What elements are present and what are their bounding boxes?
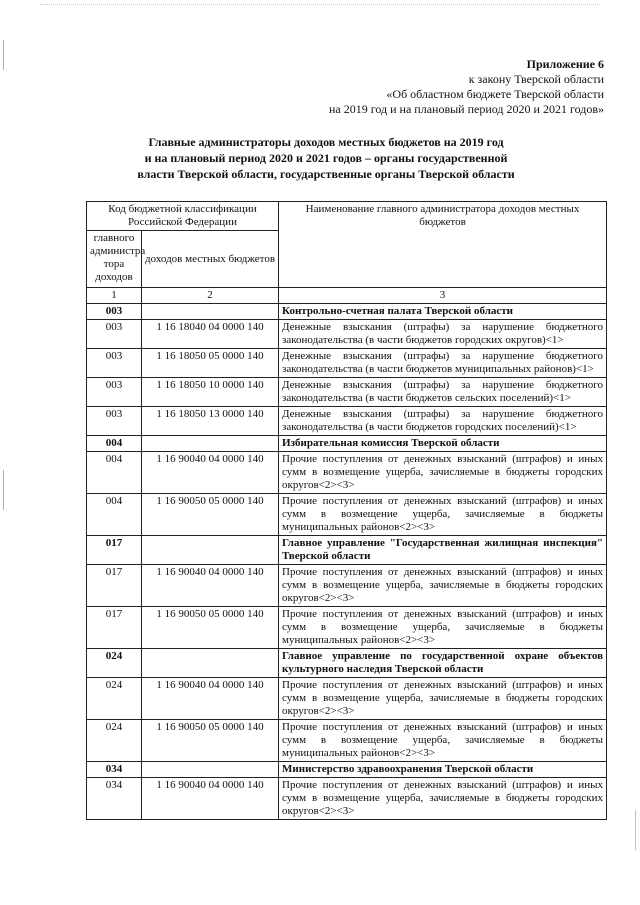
- admin-code-cell: 003: [87, 349, 142, 378]
- name-cell: Прочие поступления от денежных взысканий (штрафов) и иных сумм в возмещение ущерба, зачисляемые в бюджеты муниципальных районов<2><3>: [279, 494, 607, 536]
- name-cell: Прочие поступления от денежных взысканий (штрафов) и иных сумм в возмещение ущерба, зачисляемые в бюджеты городских округов<2><3>: [279, 452, 607, 494]
- admin-code-cell: 024: [87, 720, 142, 762]
- table-row: [87, 320, 607, 349]
- name-cell: Прочие поступления от денежных взысканий (штрафов) и иных сумм в возмещение ущерба, зачисляемые в бюджеты городских округов<2><3>: [279, 678, 607, 720]
- table-row: [87, 778, 607, 820]
- kbk-code-cell: 1 16 90040 04 0000 140: [142, 565, 279, 607]
- name-cell: Денежные взыскания (штрафы) за нарушение бюджетного законодательства (в части бюджетов городских поселений)<1>: [279, 407, 607, 436]
- header-name: Наименование главного администратора доходов местных бюджетов: [279, 202, 607, 288]
- name-cell: Денежные взыскания (штрафы) за нарушение бюджетного законодательства (в части бюджетов городских округов)<1>: [279, 320, 607, 349]
- kbk-code-cell: 1 16 18050 10 0000 140: [142, 378, 279, 407]
- admin-code-cell: 004: [87, 436, 142, 452]
- table-row: [87, 494, 607, 536]
- name-cell: Денежные взыскания (штрафы) за нарушение бюджетного законодательства (в части бюджетов сельских поселений)<1>: [279, 378, 607, 407]
- table-row: [87, 378, 607, 407]
- kbk-code-cell: 1 16 18050 13 0000 140: [142, 407, 279, 436]
- column-number: 1: [87, 288, 142, 304]
- kbk-code-cell: 1 16 90040 04 0000 140: [142, 778, 279, 820]
- scan-top-noise: [40, 4, 600, 6]
- admin-code-cell: 003: [87, 407, 142, 436]
- kbk-code-cell: 1 16 90050 05 0000 140: [142, 720, 279, 762]
- group-row: [87, 304, 607, 320]
- group-row: [87, 762, 607, 778]
- admin-code-cell: 017: [87, 565, 142, 607]
- kbk-code-cell: 1 16 18040 04 0000 140: [142, 320, 279, 349]
- name-cell: Прочие поступления от денежных взысканий (штрафов) и иных сумм в возмещение ущерба, зачисляемые в бюджеты городских округов<2><3>: [279, 778, 607, 820]
- name-cell: Прочие поступления от денежных взысканий (штрафов) и иных сумм в возмещение ущерба, зачисляемые в бюджеты муниципальных районов<2><3>: [279, 607, 607, 649]
- kbk-code-cell: [142, 536, 279, 565]
- annex-line: к закону Тверской области: [468, 72, 604, 86]
- name-cell: Контрольно-счетная палата Тверской области: [279, 304, 607, 320]
- administrators-table: [86, 201, 607, 820]
- scan-edge-mark: [3, 470, 4, 510]
- annex-line: «Об областном бюджете Тверской области: [386, 87, 604, 101]
- table-row: [87, 565, 607, 607]
- table-row: [87, 407, 607, 436]
- admin-code-cell: 003: [87, 320, 142, 349]
- header-admin-code: главного администра тора доходов: [87, 231, 142, 288]
- kbk-code-cell: 1 16 90050 05 0000 140: [142, 494, 279, 536]
- admin-code-cell: 017: [87, 607, 142, 649]
- scan-edge-mark: [3, 40, 4, 70]
- kbk-code-cell: [142, 304, 279, 320]
- table-row: [87, 720, 607, 762]
- kbk-code-cell: 1 16 90050 05 0000 140: [142, 607, 279, 649]
- kbk-code-cell: 1 16 18050 05 0000 140: [142, 349, 279, 378]
- kbk-code-cell: [142, 762, 279, 778]
- admin-code-cell: 034: [87, 762, 142, 778]
- name-cell: Прочие поступления от денежных взысканий (штрафов) и иных сумм в возмещение ущерба, зачисляемые в бюджеты муниципальных районов<2><3>: [279, 720, 607, 762]
- column-number: 3: [279, 288, 607, 304]
- admin-code-cell: 017: [87, 536, 142, 565]
- admin-code-cell: 004: [87, 494, 142, 536]
- heading-line: и на плановый период 2020 и 2021 годов – органы государственной: [144, 151, 508, 165]
- kbk-code-cell: [142, 649, 279, 678]
- table-row: [87, 349, 607, 378]
- name-cell: Главное управление "Государственная жилищная инспекция" Тверской области: [279, 536, 607, 565]
- name-cell: Главное управление по государственной охране объектов культурного наследия Тверской области: [279, 649, 607, 678]
- scan-edge-mark: [635, 810, 636, 850]
- admin-code-cell: 004: [87, 452, 142, 494]
- kbk-code-cell: 1 16 90040 04 0000 140: [142, 452, 279, 494]
- kbk-code-cell: [142, 436, 279, 452]
- table-row: [87, 678, 607, 720]
- admin-code-cell: 024: [87, 649, 142, 678]
- name-cell: Избирательная комиссия Тверской области: [279, 436, 607, 452]
- name-cell: Прочие поступления от денежных взысканий (штрафов) и иных сумм в возмещение ущерба, зачисляемые в бюджеты городских округов<2><3>: [279, 565, 607, 607]
- annex-title: Приложение 6: [526, 57, 604, 71]
- table-body: [87, 304, 607, 820]
- group-row: [87, 649, 607, 678]
- admin-code-cell: 024: [87, 678, 142, 720]
- heading-line: Главные администраторы доходов местных бюджетов на 2019 год: [148, 135, 504, 149]
- group-row: [87, 436, 607, 452]
- admin-code-cell: 034: [87, 778, 142, 820]
- table-row: [87, 607, 607, 649]
- name-cell: Денежные взыскания (штрафы) за нарушение бюджетного законодательства (в части бюджетов муниципальных районов)<1>: [279, 349, 607, 378]
- admin-code-cell: 003: [87, 378, 142, 407]
- kbk-code-cell: 1 16 90040 04 0000 140: [142, 678, 279, 720]
- header-kbk-group: Код бюджетной классификации Российской Федерации: [87, 202, 279, 231]
- annex-line: на 2019 год и на плановый период 2020 и 2021 годов»: [328, 102, 604, 116]
- table-row: [87, 452, 607, 494]
- column-number: 2: [142, 288, 279, 304]
- document-heading: [96, 134, 556, 182]
- heading-line: власти Тверской области, государственные органы Тверской области: [137, 167, 515, 181]
- group-row: [87, 536, 607, 565]
- annex-block: [264, 57, 604, 117]
- name-cell: Министерство здравоохранения Тверской области: [279, 762, 607, 778]
- header-income-code: доходов местных бюджетов: [142, 231, 279, 288]
- admin-code-cell: 003: [87, 304, 142, 320]
